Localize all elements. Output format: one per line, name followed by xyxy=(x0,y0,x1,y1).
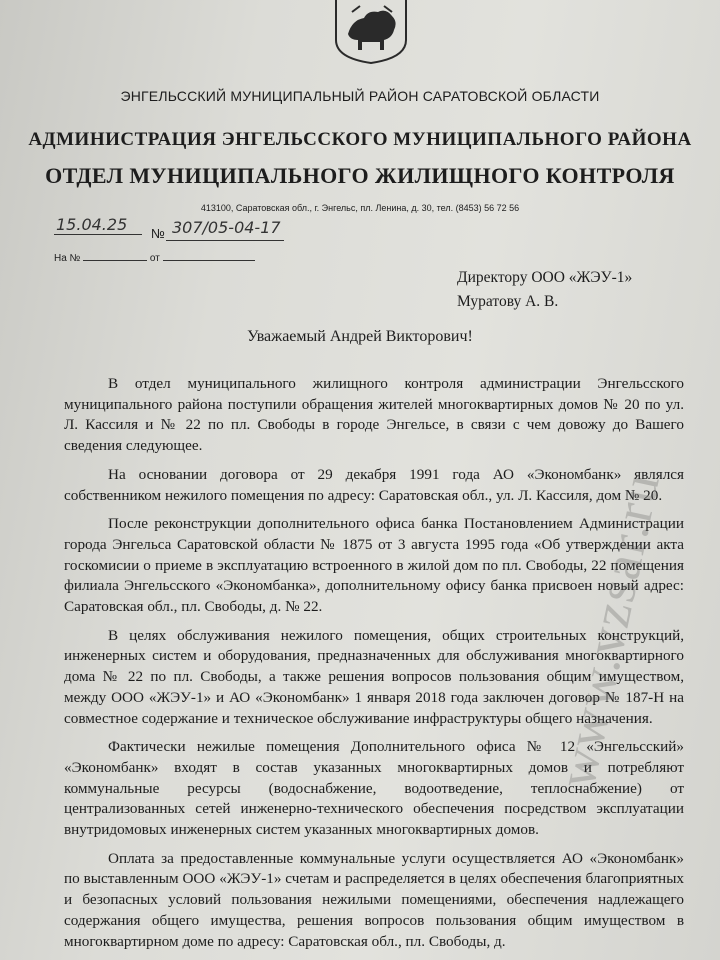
date-underline xyxy=(54,234,142,235)
paragraph: В целях обслуживания нежилого помещения, общих строительных конструкций, инженерных систем и оборудования, предназначенных для обслуживания многоквартирного дома № 22 по пл. Свободы, а также решения вопросов пользования общим имуществом, между ООО «ЖЭУ-1» и АО «Экономбанк» 1 января 2018 года заключен договор № 187-Н на совместное содержание и техническое обслуживание инфраструктуры общего назначения. xyxy=(64,626,684,727)
salutation: Уважаемый Андрей Викторович! xyxy=(247,328,473,345)
recipient-name: Муратову А. В. xyxy=(457,293,559,310)
administration-title: АДМИНИСТРАЦИЯ ЭНГЕЛЬССКОГО МУНИЦИПАЛЬНОГО РАЙОНА xyxy=(28,129,692,150)
reply-prefix: На № xyxy=(54,253,81,264)
recipient-block xyxy=(457,266,632,314)
paragraph: Фактически нежилые помещения Дополнительного офиса № 12 «Энгельсский» «Экономбанк» входят в состав указанных многоквартирных домов и потребляют коммунальные ресурсы (водоснабжение, водоотведение, теплоснабжение) от централизованных сетей инженерно-технического обеспечения посредством эксплуатации внутридомовых инженерных систем указанных многоквартирных домов. xyxy=(64,738,684,839)
reply-reference-row xyxy=(54,253,255,264)
paragraph: Оплата за предоставленные коммунальные услуги осуществляется АО «Экономбанк» по выставленным ООО «ЖЭУ-1» счетам и распределяется в целях обеспечения благоприятных и безопасных условий пользования нежилыми помещениями, обеспечения надлежащего содержания общего имущества, решения вопросов пользования общим имуществом в многоквартирном доме по адресу: Саратовская обл., пл. Свободы, д. xyxy=(64,849,684,950)
outgoing-number: 307/05-04-17 xyxy=(172,218,281,237)
paragraph: В отдел муниципального жилищного контроля администрации Энгельсского муниципального района поступили обращения жителей многоквартирных домов № 20 по ул. Л. Кассиля и № 22 по пл. Свободы в городе Энгельсе, в связи с чем довожу до Вашего сведения следующее. xyxy=(64,375,684,455)
department-address: 413100, Саратовская обл., г. Энгельс, пл. Ленина, д. 30, тел. (8453) 56 72 56 xyxy=(200,203,520,213)
department-title: ОТДЕЛ МУНИЦИПАЛЬНОГО ЖИЛИЩНОГО КОНТРОЛЯ xyxy=(45,163,675,188)
recipient-position: Директору ООО «ЖЭУ-1» xyxy=(457,269,633,286)
reply-from: от xyxy=(149,253,160,264)
paragraph: На основании договора от 29 декабря 1991 года АО «Экономбанк» являлся собственником нежилого помещения по адресу: Саратовская обл., ул. Л. Кассиля, дом № 20. xyxy=(64,465,684,504)
region-title: ЭНГЕЛЬССКИЙ МУНИЦИПАЛЬНЫЙ РАЙОН САРАТОВСКОЙ ОБЛАСТИ xyxy=(120,88,600,104)
outgoing-date: 15.04.25 xyxy=(56,215,128,234)
number-sign: № xyxy=(151,226,165,241)
watermark: www.vzsar.ru xyxy=(545,466,672,793)
coat-of-arms-icon xyxy=(334,0,408,64)
number-underline xyxy=(166,240,284,241)
paragraph: После реконструкции дополнительного офиса банка Постановлением Администрации города Энгельса Саратовской области № 1875 от 3 августа 1995 года «Об утверждении акта госкомисии о приеме в эксплуатацию встроенного в жилой дом по пл. Свободы, 22 помещения филиала Энгельсского «Экономбанка», дополнительному офису банка присвоен новый адрес: Саратовская обл., пл. Свободы, д. № 22. xyxy=(64,515,684,616)
